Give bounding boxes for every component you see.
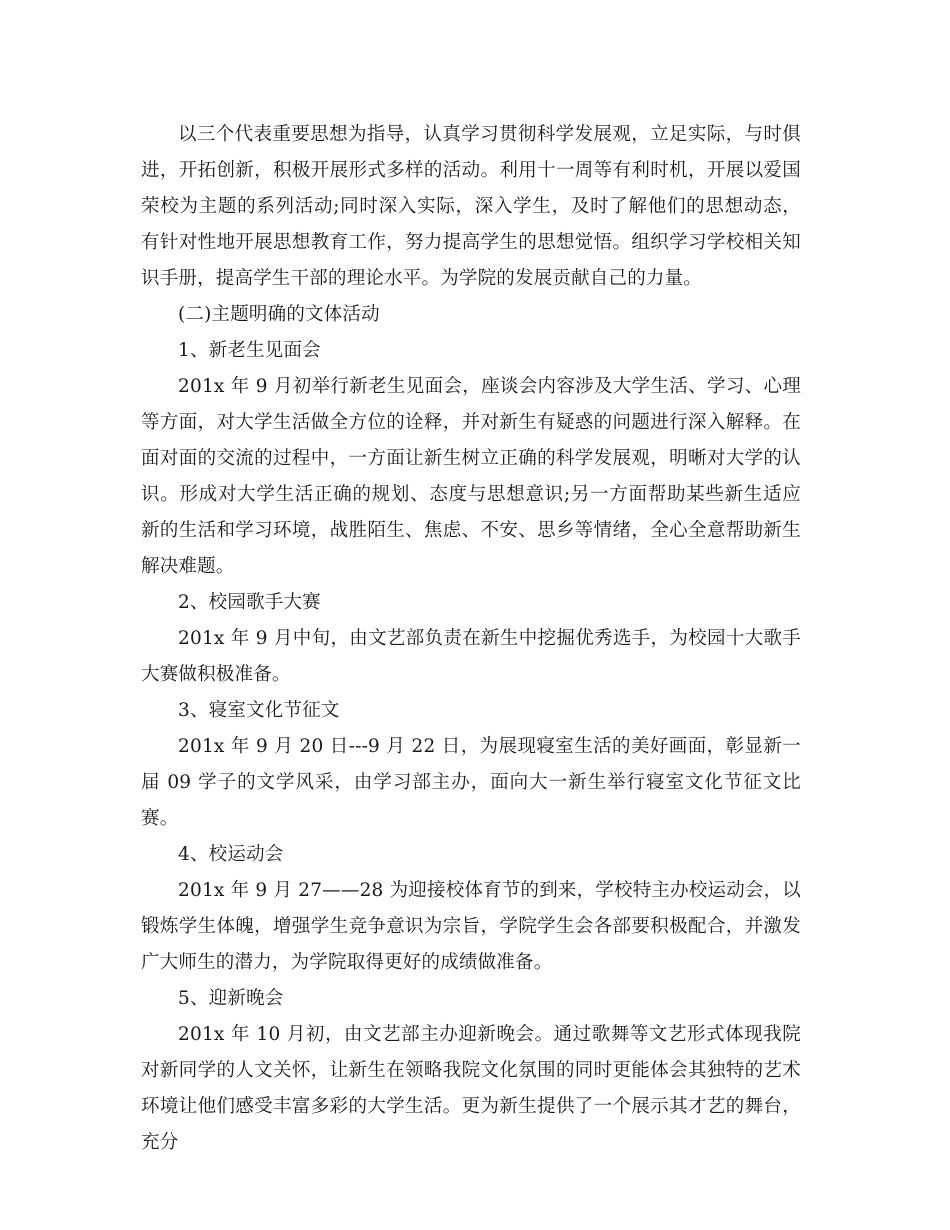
- item-heading-dorm-essay: 3、寝室文化节征文: [178, 700, 340, 721]
- item-heading-singer-contest: 2、校园歌手大赛: [178, 592, 321, 613]
- paragraph-guiding-principle: 以三个代表重要思想为指导，认真学习贯彻科学发展观，立足实际，与时俱进，开拓创新，积极开展形式多样的活动。利用十一周等有利时机，开展以爱国荣校为主题的系列活动;同时深入实际，深入学生，及时了解他们的思想动态，有针对性地开展思想教育工作，努力提高学生的思想觉悟。组织学习学校相关知识手册，提高学生干部的理论水平。为学院的发展贡献自己的力量。: [141, 124, 801, 289]
- section-heading-activities: (二)主题明确的文体活动: [178, 304, 380, 325]
- item-heading-sports-meet: 4、校运动会: [178, 844, 284, 865]
- item-heading-welcome-party: 5、迎新晚会: [178, 988, 284, 1009]
- item-heading-meeting: 1、新老生见面会: [178, 340, 321, 361]
- document-body: [141, 117, 801, 1161]
- paragraph-meeting: 201x 年 9 月初举行新老生见面会，座谈会内容涉及大学生活、学习、心理等方面，对大学生活做全方位的诠释，并对新生有疑惑的问题进行深入解释。在面对面的交流的过程中，一方面让新生树立正确的科学发展观，明晰对大学的认识。形成对大学生活正确的规划、态度与思想意识;另一方面帮助某些新生适应新的生活和学习环境，战胜陌生、焦虑、不安、思乡等情绪，全心全意帮助新生解决难题。: [141, 376, 801, 577]
- paragraph-dorm-essay: 201x 年 9 月 20 日---9 月 22 日，为展现寝室生活的美好画面，彰显新一届 09 学子的文学风采，由学习部主办，面向大一新生举行寝室文化节征文比赛。: [141, 736, 801, 829]
- paragraph-welcome-party: 201x 年 10 月初，由文艺部主办迎新晚会。通过歌舞等文艺形式体现我院对新同学的人文关怀，让新生在领略我院文化氛围的同时更能体会其独特的艺术环境让他们感受丰富多彩的大学生活。更为新生提供了一个展示其才艺的舞台，充分: [141, 1024, 801, 1153]
- paragraph-sports-meet: 201x 年 9 月 27——28 为迎接校体育节的到来，学校特主办校运动会，以锻炼学生体魄，增强学生竞争意识为宗旨，学院学生会各部要积极配合，并激发广大师生的潜力，为学院取得更好的成绩做准备。: [141, 880, 802, 973]
- paragraph-singer-contest: 201x 年 9 月中旬，由文艺部负责在新生中挖掘优秀选手，为校园十大歌手大赛做积极准备。: [141, 628, 801, 685]
